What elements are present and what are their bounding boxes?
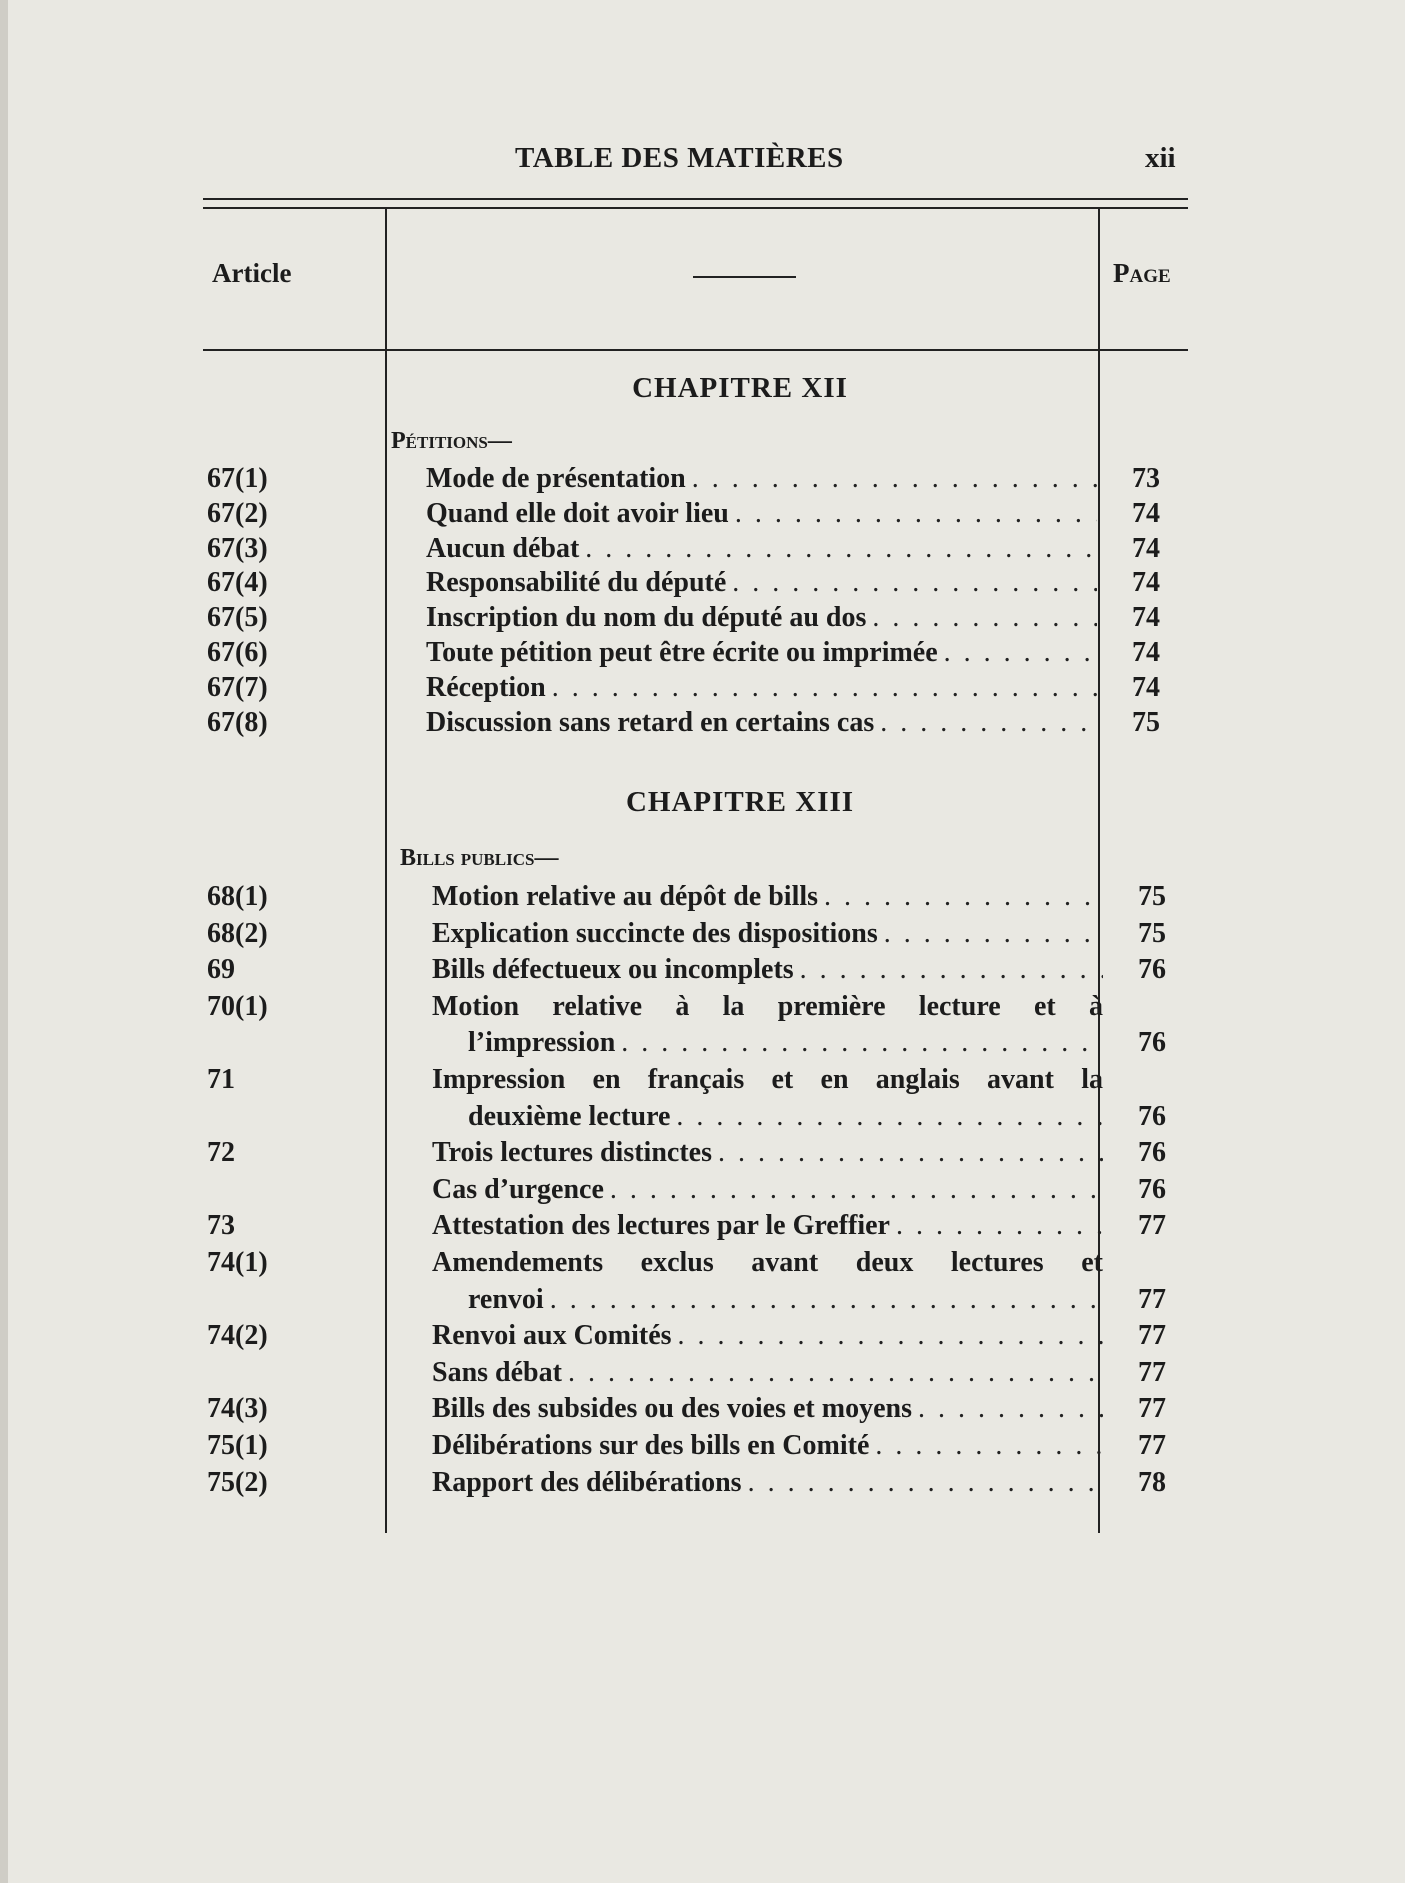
dot-leader xyxy=(732,567,1097,599)
page-number: 76 xyxy=(1138,954,1166,986)
header-rule xyxy=(203,349,1188,351)
top-rule-2 xyxy=(203,207,1188,209)
toc-entry xyxy=(0,1320,1405,1356)
entry-title xyxy=(426,463,1097,495)
page-number: 77 xyxy=(1138,1356,1166,1388)
entry-title xyxy=(426,672,1097,704)
dot-leader xyxy=(884,918,1103,950)
article-number: 75(2) xyxy=(207,1466,268,1498)
article-number: 67(8) xyxy=(207,706,268,738)
page-number: 77 xyxy=(1138,1430,1166,1461)
article-number: 67(4) xyxy=(207,567,268,599)
dot-leader xyxy=(918,1393,1103,1425)
page-number: 74 xyxy=(1132,532,1160,564)
page-number: 77 xyxy=(1138,1320,1166,1352)
running-head: TABLE DES MATIÈRES xyxy=(515,142,844,174)
toc-entry xyxy=(0,1247,1405,1283)
article-number: 68(1) xyxy=(207,881,268,912)
entry-title-text: Motion relative à la première lecture et à xyxy=(432,990,1103,1022)
entry-title-text: Quand elle doit avoir lieu xyxy=(426,497,729,529)
page-number: 76 xyxy=(1138,1027,1166,1059)
dot-leader xyxy=(824,881,1103,913)
dot-leader xyxy=(875,1430,1103,1462)
entry-title-text: Délibérations sur des bills en Comité xyxy=(432,1430,870,1461)
article-number: 67(7) xyxy=(207,671,268,703)
entry-title-text: Explication succincte des dispositions xyxy=(432,917,878,949)
toc-entry xyxy=(0,1467,1405,1503)
column-header-page: Page xyxy=(1113,258,1171,288)
page-number: 74 xyxy=(1132,671,1160,703)
article-number: 74(1) xyxy=(207,1247,268,1278)
article-number: 71 xyxy=(207,1064,235,1095)
article-number: 67(2) xyxy=(207,497,268,529)
dot-leader xyxy=(800,954,1103,986)
entry-title-text: Amendements exclus avant deux lectures et xyxy=(432,1247,1103,1278)
entry-title-text: Discussion sans retard en certains cas xyxy=(426,706,875,738)
article-number: 74(2) xyxy=(207,1320,268,1352)
dot-leader xyxy=(550,1284,1103,1316)
entry-title-text: renvoi xyxy=(468,1283,544,1315)
section-heading: Bills publics— xyxy=(400,845,559,871)
page-number: 76 xyxy=(1138,1173,1166,1205)
article-number: 67(6) xyxy=(207,637,268,668)
entry-title xyxy=(432,1430,1103,1462)
article-number: 72 xyxy=(207,1137,235,1169)
dot-leader xyxy=(552,672,1097,704)
entry-title-text: Toute pétition peut être écrite ou imprimée xyxy=(426,637,938,668)
entry-title-text: Bills défectueux ou incomplets xyxy=(432,954,794,986)
dot-leader xyxy=(678,1320,1103,1352)
toc-entry xyxy=(0,463,1405,499)
chapter-title: CHAPITRE XIII xyxy=(625,786,855,818)
toc-entry xyxy=(0,1210,1405,1246)
page-number: 74 xyxy=(1132,497,1160,529)
page-number: 75 xyxy=(1138,917,1166,949)
entry-title-text: Impression en français et en anglais avant la xyxy=(432,1064,1103,1095)
toc-entry xyxy=(0,533,1405,569)
entry-title xyxy=(432,1137,1103,1169)
entry-title xyxy=(432,1393,1103,1425)
toc-entry xyxy=(0,637,1405,673)
entry-title xyxy=(468,1284,1103,1316)
toc-entry xyxy=(0,602,1405,638)
page-number: 74 xyxy=(1132,637,1160,668)
dot-leader xyxy=(621,1027,1103,1059)
dot-leader xyxy=(676,1101,1103,1133)
article-number: 73 xyxy=(207,1210,235,1242)
toc-entry-continuation xyxy=(0,1027,1405,1063)
entry-title xyxy=(432,1467,1103,1499)
toc-entry xyxy=(0,1064,1405,1100)
entry-title xyxy=(426,637,1097,669)
dot-leader xyxy=(718,1137,1103,1169)
toc-entry-continuation xyxy=(0,1101,1405,1137)
article-number: 74(3) xyxy=(207,1393,268,1425)
entry-title xyxy=(432,1174,1103,1206)
dot-leader xyxy=(568,1357,1103,1389)
page-number: 76 xyxy=(1138,1137,1166,1169)
entry-title xyxy=(432,1320,1103,1352)
toc-entry xyxy=(0,1174,1405,1210)
entry-title xyxy=(432,991,1103,1023)
section-heading: Pétitions— xyxy=(391,428,512,454)
toc-entry xyxy=(0,567,1405,603)
entry-title-text: Renvoi aux Comités xyxy=(432,1320,672,1352)
entry-title xyxy=(432,1210,1103,1242)
entry-title xyxy=(432,1357,1103,1389)
toc-entry xyxy=(0,991,1405,1027)
toc-entry xyxy=(0,1430,1405,1466)
article-number: 69 xyxy=(207,954,235,986)
column-header-article: Article xyxy=(212,258,292,288)
toc-entry xyxy=(0,881,1405,917)
article-number: 67(5) xyxy=(207,602,268,634)
dot-leader xyxy=(692,463,1097,495)
article-number: 70(1) xyxy=(207,990,268,1022)
article-number: 75(1) xyxy=(207,1430,268,1461)
entry-title-text: Inscription du nom du député au dos xyxy=(426,602,867,634)
entry-title xyxy=(432,954,1103,986)
page-number: 75 xyxy=(1138,881,1166,912)
page-number: 74 xyxy=(1132,602,1160,634)
toc-entry xyxy=(0,1357,1405,1393)
entry-title-text: Mode de présentation xyxy=(426,463,686,494)
page-number: 77 xyxy=(1138,1393,1166,1425)
page-number: 77 xyxy=(1138,1210,1166,1242)
dot-leader xyxy=(896,1210,1103,1242)
toc-entry xyxy=(0,498,1405,534)
entry-title xyxy=(432,918,1103,950)
entry-title-text: Sans débat xyxy=(432,1356,562,1388)
dot-leader xyxy=(610,1174,1103,1206)
entry-title-text: deuxième lecture xyxy=(468,1100,671,1132)
toc-entry xyxy=(0,1393,1405,1429)
page-number: 76 xyxy=(1138,1100,1166,1132)
toc-entry xyxy=(0,672,1405,708)
entry-title xyxy=(432,1247,1103,1279)
toc-entry xyxy=(0,954,1405,990)
entry-title xyxy=(426,498,1097,530)
dot-leader xyxy=(748,1467,1103,1499)
dot-leader xyxy=(880,707,1097,739)
entry-title xyxy=(432,1064,1103,1096)
page-folio: xii xyxy=(1145,142,1176,174)
dot-leader xyxy=(585,533,1097,565)
entry-title-text: Cas d’urgence xyxy=(432,1173,604,1205)
entry-title-text: Réception xyxy=(426,671,546,703)
page-number: 75 xyxy=(1132,706,1160,738)
article-number: 67(3) xyxy=(207,532,268,564)
page-number: 73 xyxy=(1132,463,1160,494)
article-number: 68(2) xyxy=(207,917,268,949)
dot-leader xyxy=(944,637,1097,669)
entry-title-text: Trois lectures distinctes xyxy=(432,1137,712,1169)
entry-title xyxy=(432,881,1103,913)
entry-title-text: Attestation des lectures par le Greffier xyxy=(432,1210,890,1242)
top-rule-1 xyxy=(203,198,1188,200)
entry-title xyxy=(468,1027,1103,1059)
entry-title xyxy=(468,1101,1103,1133)
toc-entry xyxy=(0,1137,1405,1173)
entry-title-text: Bills des subsides ou des voies et moyens xyxy=(432,1393,912,1425)
toc-entry xyxy=(0,918,1405,954)
entry-title xyxy=(426,602,1097,634)
chapter-title: CHAPITRE XII xyxy=(632,372,848,404)
entry-title-text: Rapport des délibérations xyxy=(432,1466,742,1498)
toc-entry-continuation xyxy=(0,1284,1405,1320)
entry-title xyxy=(426,533,1097,565)
entry-title-text: Motion relative au dépôt de bills xyxy=(432,881,819,912)
article-number: 67(1) xyxy=(207,463,268,494)
entry-title-text: Aucun débat xyxy=(426,532,580,564)
dot-leader xyxy=(872,602,1097,634)
toc-entry xyxy=(0,707,1405,743)
dot-leader xyxy=(735,498,1097,530)
page-number: 78 xyxy=(1138,1466,1166,1498)
entry-title-text: Responsabilité du député xyxy=(426,567,727,599)
entry-title xyxy=(426,567,1097,599)
entry-title-text: l’impression xyxy=(468,1027,616,1059)
column-header-dash xyxy=(693,276,796,278)
page-number: 77 xyxy=(1138,1283,1166,1315)
page-number: 74 xyxy=(1132,567,1160,599)
entry-title xyxy=(426,707,1097,739)
